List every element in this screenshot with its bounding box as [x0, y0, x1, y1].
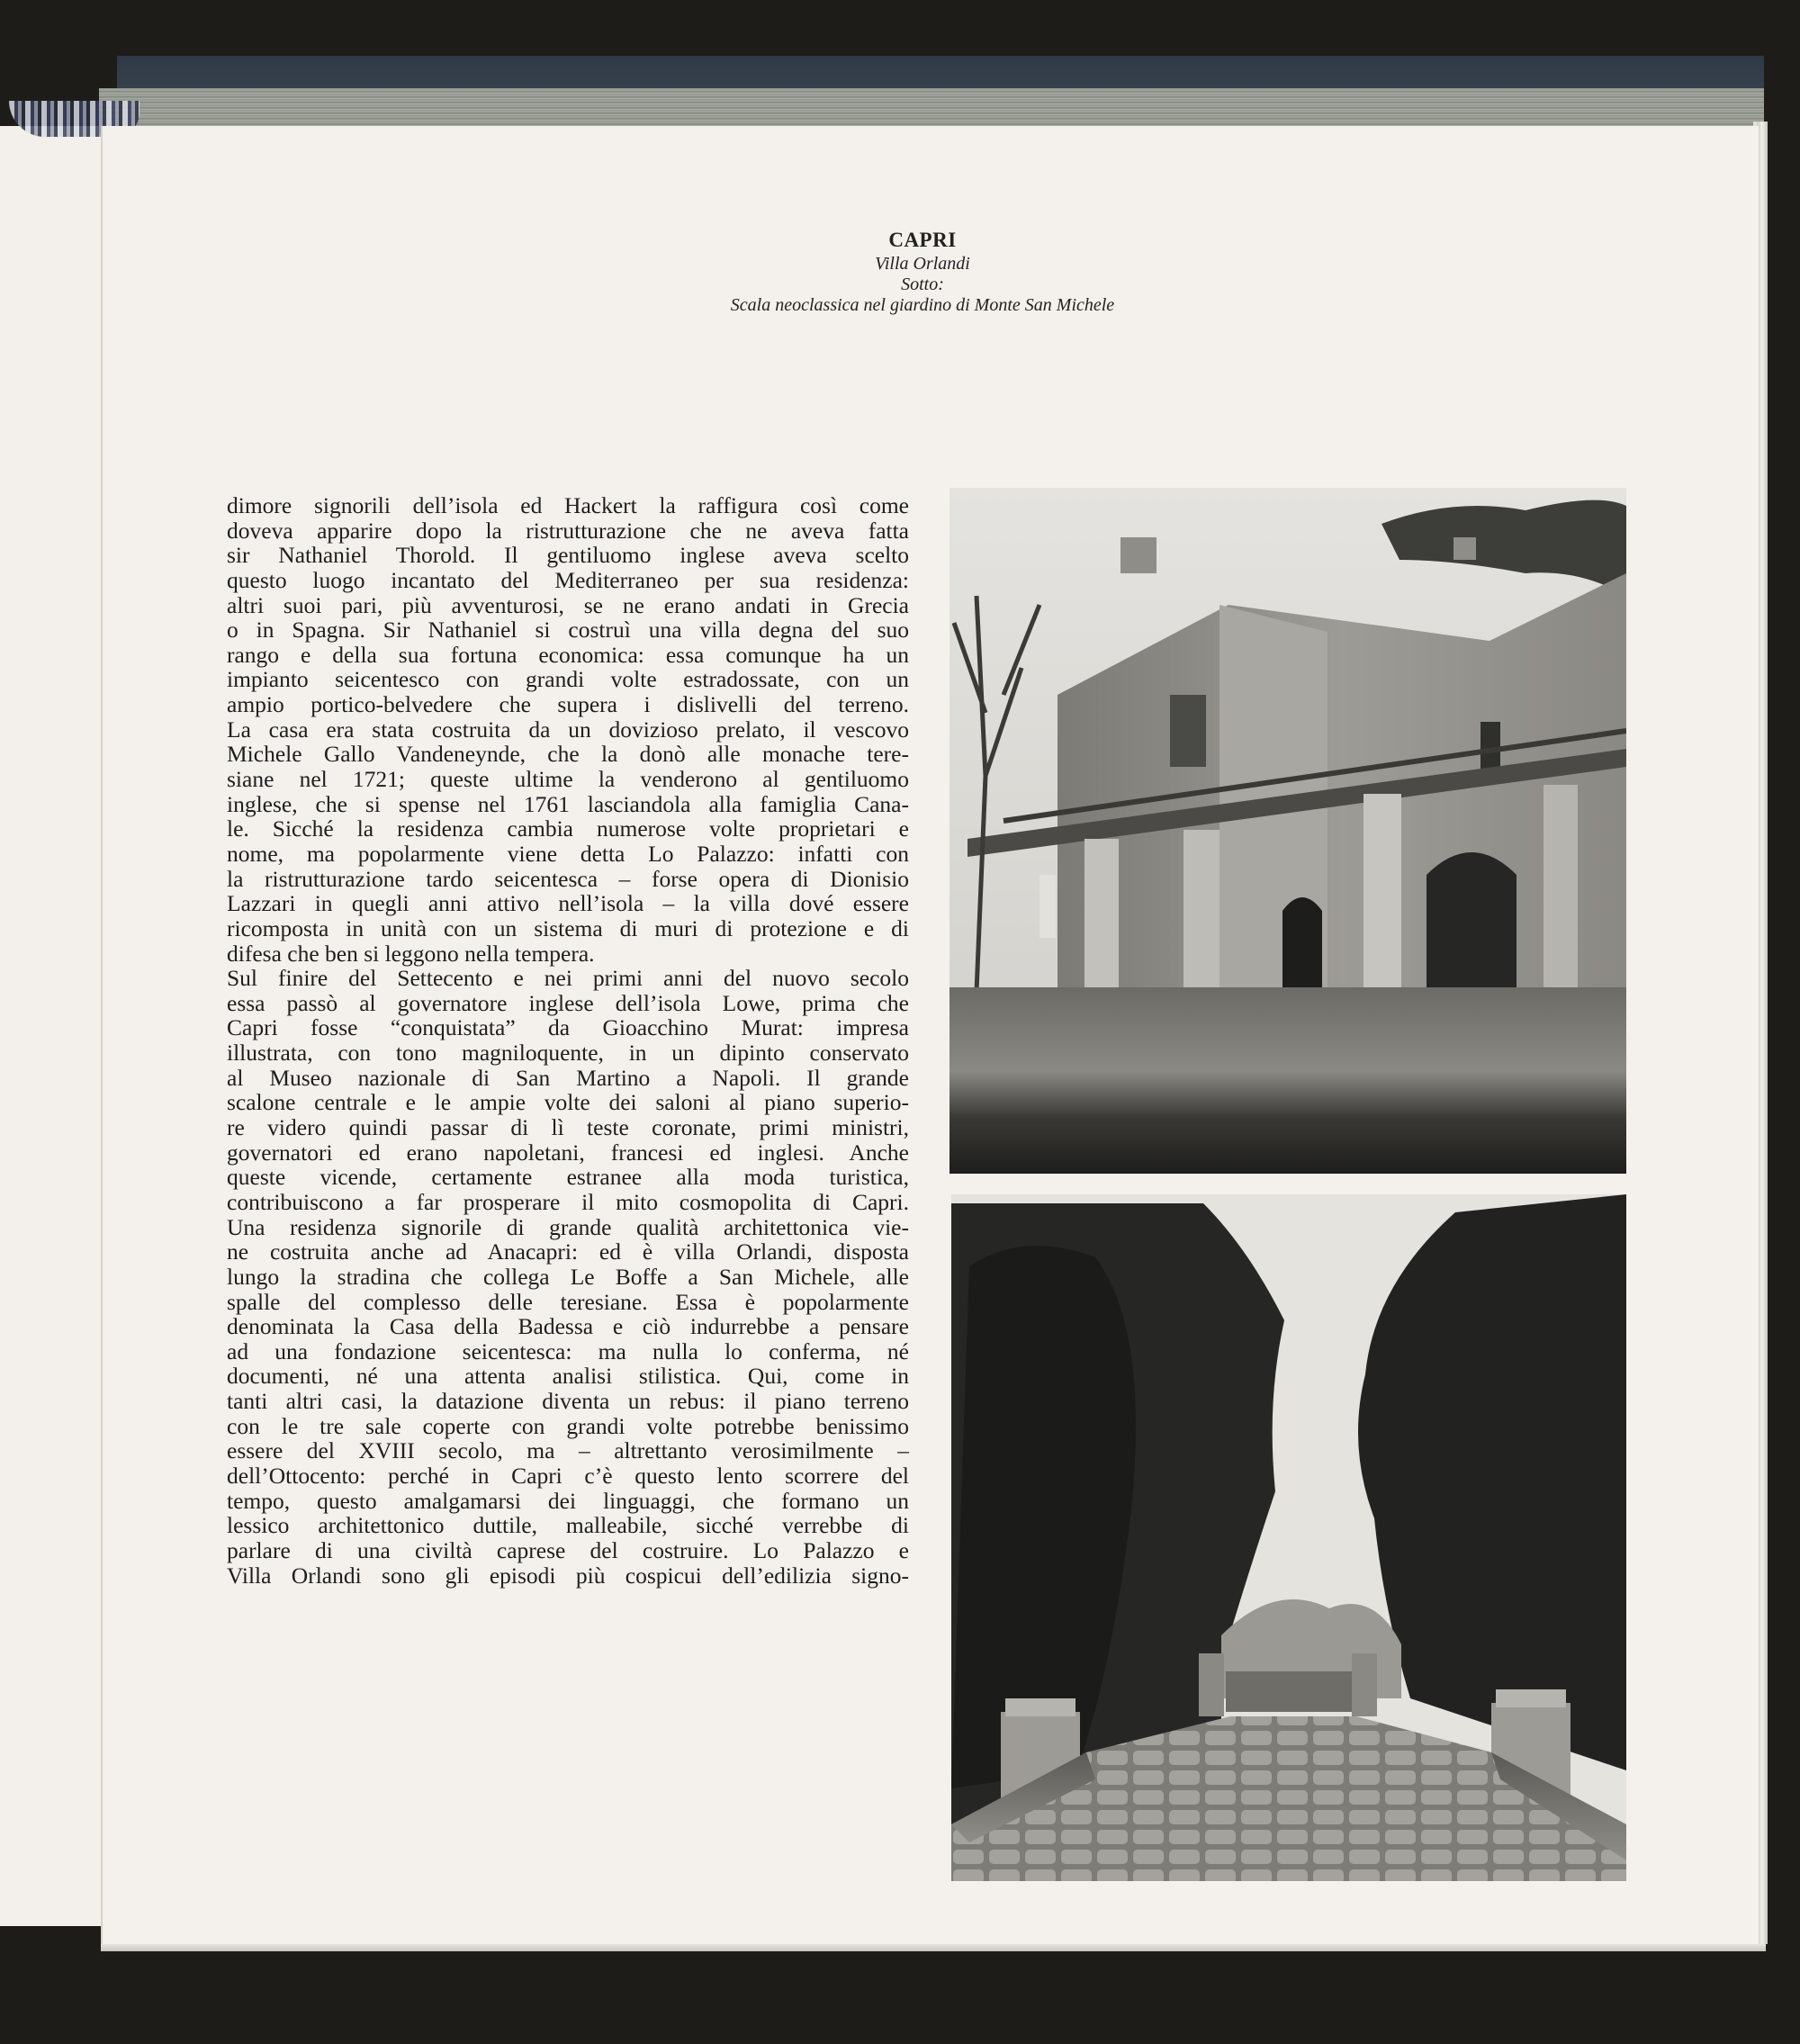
- caption-line-villa: Villa Orlandi: [875, 254, 970, 274]
- body-text-line: Villa Orlandi sono gli episodi più cospicui dell’edilizia signo-: [227, 1562, 909, 1589]
- body-text-line: doveva apparire dopo la ristrutturazione che ne aveva fatta: [227, 517, 909, 544]
- body-text-line: o in Spagna. Sir Nathaniel si costruì una villa degna del suo: [227, 617, 909, 644]
- stairs-photo-image: [951, 1194, 1626, 1881]
- body-text-line: lessico architettonico duttile, malleabile, sicché verrebbe di: [227, 1512, 909, 1539]
- body-text-line: al Museo nazionale di San Martino a Napoli. Il grande: [227, 1064, 909, 1091]
- body-text-line: sir Nathaniel Thorold. Il gentiluomo inglese aveva scelto: [227, 542, 909, 569]
- body-text-line: questo luogo incantato del Mediterraneo per sua residenza:: [227, 566, 909, 593]
- body-text-line: impianto seicentesco con grandi volte estradossate, con un: [227, 666, 909, 693]
- body-text-line: denominata la Casa della Badessa e ciò indurrebbe a pensare: [227, 1313, 909, 1340]
- body-text-line: difesa che ben si leggono nella tempera.: [227, 940, 595, 967]
- photo-caption: [576, 227, 1269, 316]
- body-text-line: documenti, né una attenta analisi stilistica. Qui, come in: [227, 1363, 909, 1390]
- body-text-line: Michele Gallo Vandeneynde, che la donò alle monache tere-: [227, 741, 909, 768]
- body-text-line: queste vicende, certamente estranee alla moda turistica,: [227, 1164, 909, 1191]
- caption-line-sotto: Sotto:: [901, 275, 944, 294]
- caption-line-scala: Scala neoclassica nel giardino di Monte San Michele: [730, 295, 1115, 315]
- body-text-line: inglese, che si spense nel 1761 lasciandola alla famiglia Cana-: [227, 790, 909, 817]
- body-text-line: la ristrutturazione tardo seicentesca – forse opera di Dionisio: [227, 865, 909, 892]
- body-text-column: [227, 493, 909, 1588]
- body-text-line: contribuiscono a far prosperare il mito cosmopolita di Capri.: [227, 1188, 909, 1215]
- body-text-line: lungo la stradina che collega Le Boffe a San Michele, alle: [227, 1263, 909, 1290]
- caption-title: CAPRI: [888, 229, 957, 251]
- body-text-line: scalone centrale e le ampie volte dei saloni al piano superio-: [227, 1089, 909, 1116]
- body-text-line: dell’Ottocento: perché in Capri c’è questo lento scorrere del: [227, 1462, 909, 1489]
- body-text-line: siane nel 1721; queste ultime la venderono al gentiluomo: [227, 766, 909, 793]
- body-text-line: parlare di una civiltà caprese del costruire. Lo Palazzo e: [227, 1536, 909, 1563]
- body-text-line: Una residenza signorile di grande qualità architettonica vie-: [227, 1213, 909, 1240]
- body-text-line: re videro quindi passar di lì teste coronate, primi ministri,: [227, 1114, 909, 1141]
- left-page-edge: [0, 126, 104, 1926]
- body-text-line: nome, ma popolarmente viene detta Lo Palazzo: infatti con: [227, 840, 909, 867]
- villa-photo-image: [950, 488, 1626, 1174]
- body-text-line: rango e della sua fortuna economica: essa comunque ha un: [227, 641, 909, 668]
- page-bottom-edge: [101, 1944, 1766, 1951]
- body-text-line: Capri fosse “conquistata” da Gioacchino Murat: impresa: [227, 1014, 909, 1041]
- body-text-line: illustrata, con tono magniloquente, in un dipinto conservato: [227, 1040, 909, 1067]
- body-text-line: tanti altri casi, la datazione diventa un rebus: il piano terreno: [227, 1388, 909, 1415]
- scala-neoclassica-photo: [951, 1194, 1626, 1881]
- body-text-line: altri suoi pari, più avventurosi, se ne erano andati in Grecia: [227, 591, 909, 618]
- villa-orlandi-photo: [950, 488, 1626, 1174]
- body-text-line: La casa era stata costruita da un dovizioso prelato, il vescovo: [227, 716, 909, 743]
- body-text-line: governatori ed erano napoletani, francesi ed inglesi. Anche: [227, 1139, 909, 1166]
- body-text-line: ampio portico-belvedere che supera i dislivelli del terreno.: [227, 691, 909, 718]
- body-text-line: spalle del complesso delle teresiane. Essa è popolarmente: [227, 1288, 909, 1315]
- body-text-line: essa passò al governatore inglese dell’isola Lowe, prima che: [227, 989, 909, 1016]
- body-text-line: ricomposta in unità con un sistema di muri di protezione e di: [227, 914, 909, 941]
- body-text-line: dimore signorili dell’isola ed Hackert la raffigura così come: [227, 492, 909, 518]
- body-text-line: Lazzari in quegli anni attivo nell’isola – la villa dové essere: [227, 890, 909, 917]
- body-text-line: essere del XVIII secolo, ma – altrettanto verosimilmente –: [227, 1437, 909, 1464]
- body-text-line: con le tre sale coperte con grandi volte potrebbe benissimo: [227, 1412, 909, 1439]
- body-text-line: Sul finire del Settecento e nei primi anni del nuovo secolo: [227, 965, 909, 992]
- body-text-line: tempo, questo amalgamarsi dei linguaggi, che formano un: [227, 1487, 909, 1514]
- body-text-line: ne costruita anche ad Anacapri: ed è villa Orlandi, disposta: [227, 1238, 909, 1265]
- body-text-line: ad una fondazione seicentesca: ma nulla lo conferma, né: [227, 1337, 909, 1364]
- body-text-line: le. Sicché la residenza cambia numerose volte proprietari e: [227, 815, 909, 842]
